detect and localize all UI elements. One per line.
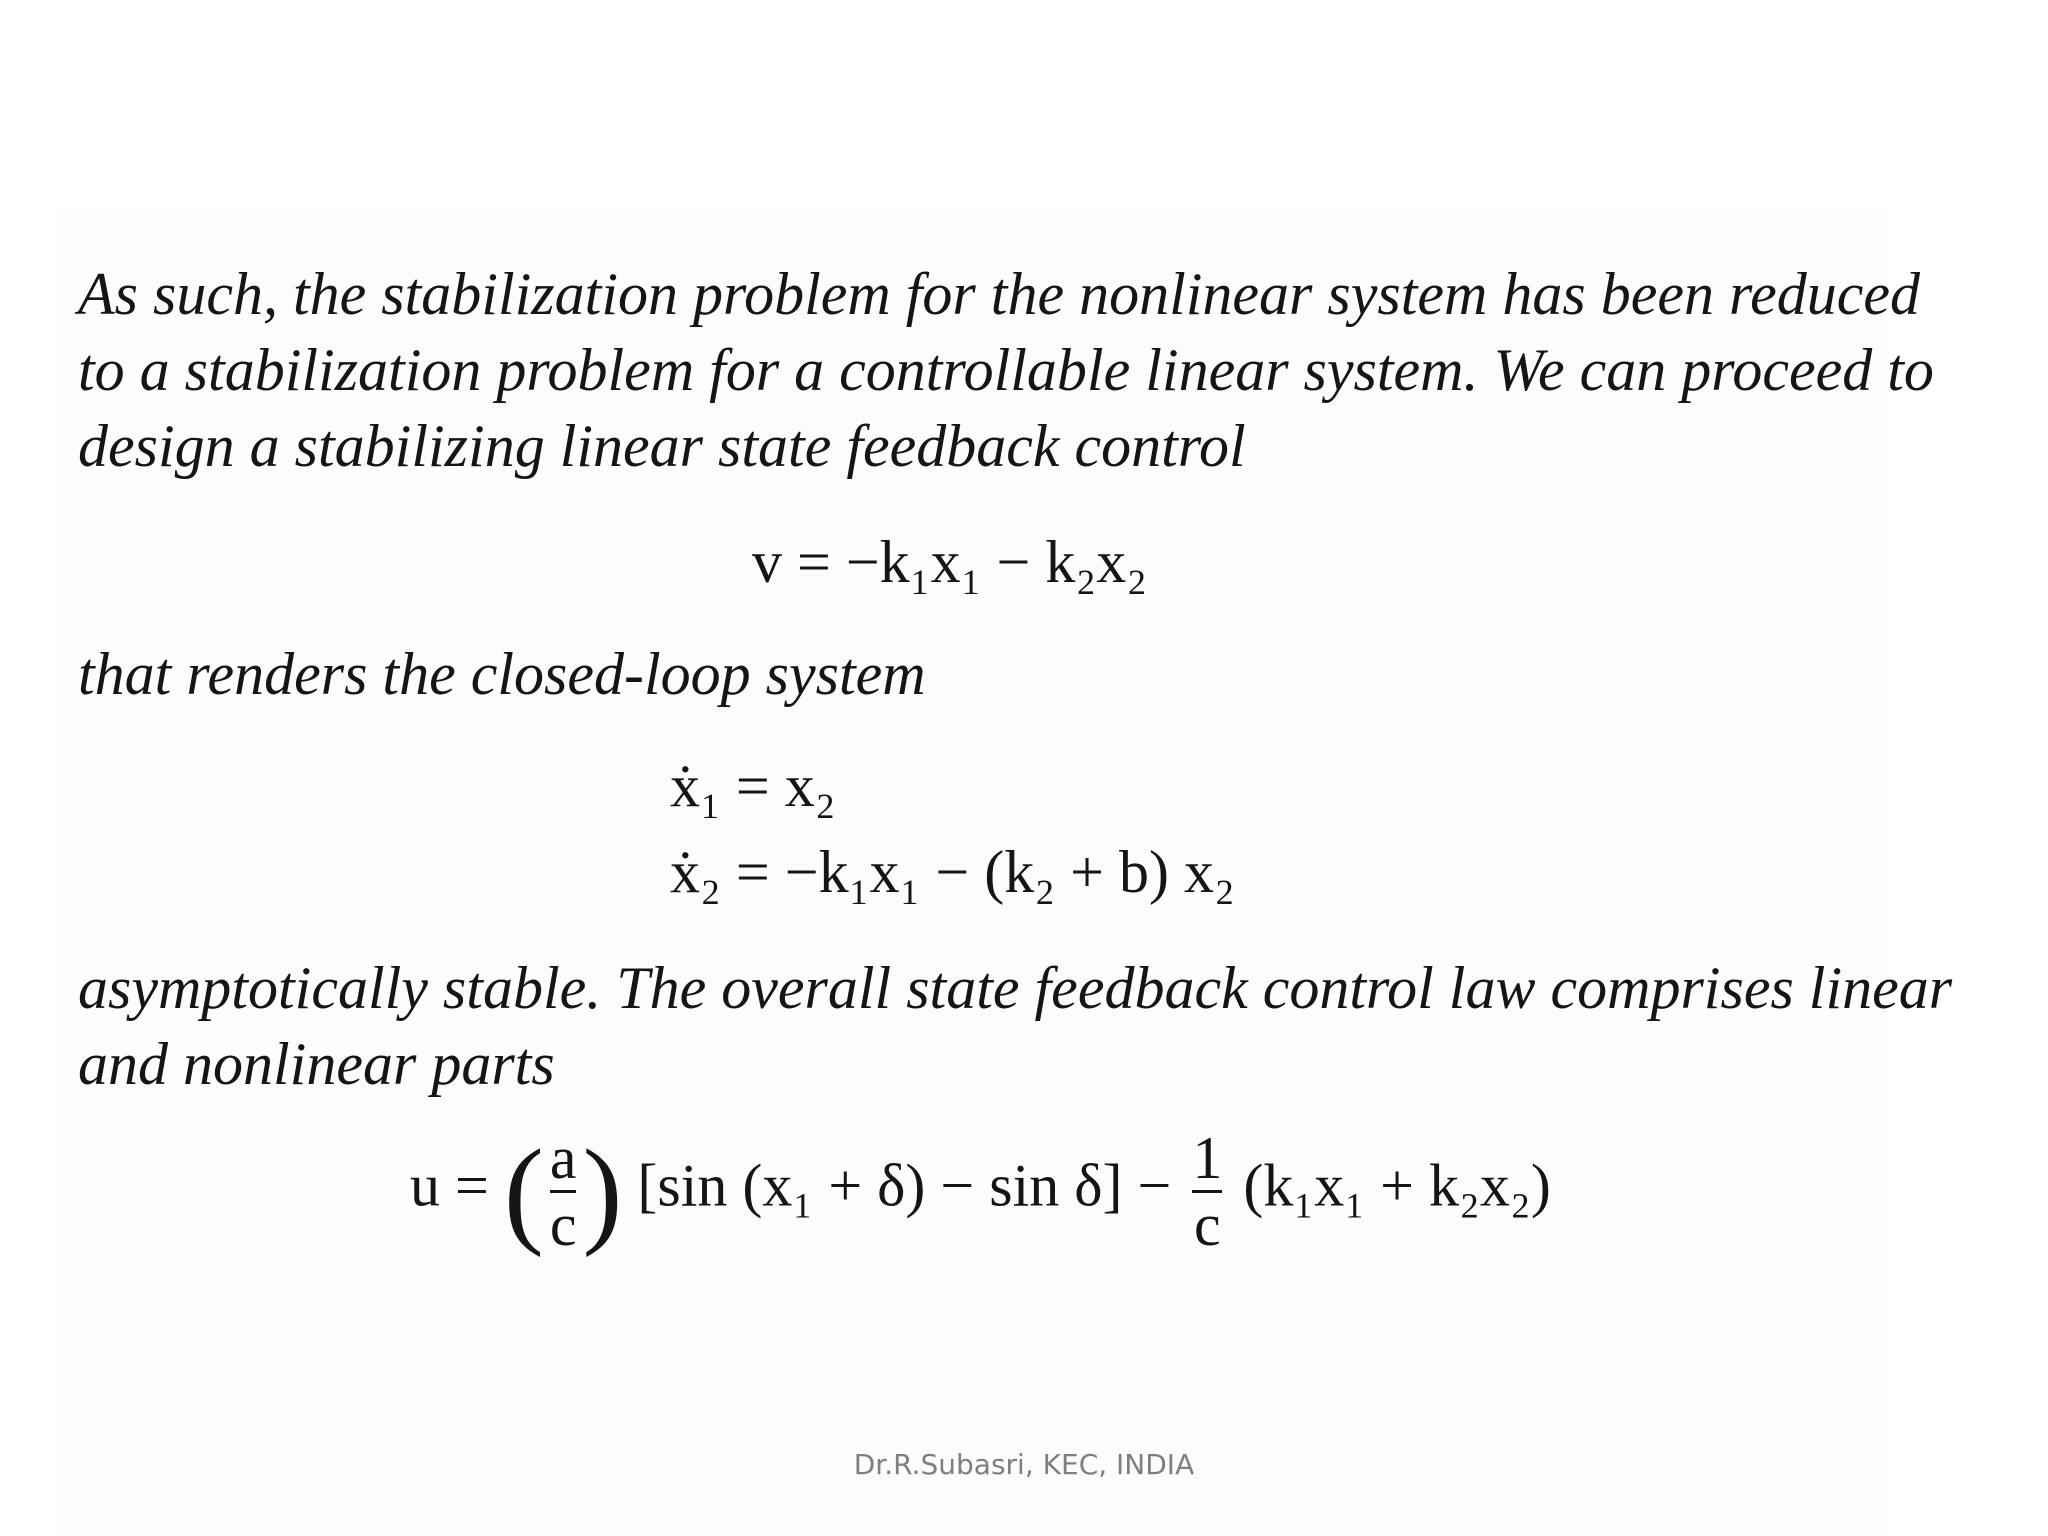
equation-control-v: v = −k₁x₁ − k₂x₂ (752, 529, 1148, 595)
paragraph-2 (78, 636, 1858, 712)
paragraph-3-line-1: asymptotically stable. The overall state feedback control law comprises linear (78, 955, 1953, 1021)
paragraph-3 (78, 950, 1953, 1026)
paragraph-3-end (78, 1026, 1858, 1102)
fraction-1-over-c (1192, 1125, 1223, 1258)
fraction-1-numerator: 1 (1192, 1125, 1223, 1191)
fraction-a-numerator: a (549, 1125, 577, 1191)
fraction-c-denominator: c (549, 1192, 577, 1258)
left-paren-glyph: ( (503, 1124, 544, 1258)
right-paren-glyph: ) (582, 1124, 623, 1258)
eq3-middle: [sin (x₁ + δ) − sin δ] − (637, 1152, 1172, 1219)
paragraph-1-line-3: design a stabilizing linear state feedback control (78, 413, 1246, 479)
fraction-c-denominator-2: c (1194, 1192, 1221, 1258)
paragraph-2-line-1: that renders the closed-loop system (78, 641, 926, 707)
equation-closed-loop-row-1: ẋ₁ = x₂ (670, 753, 836, 819)
paragraph-1 (78, 256, 1934, 408)
equation-closed-loop-row-2: ẋ₂ = −k₁x₁ − (k₂ + b) x₂ (670, 839, 1235, 905)
paragraph-1-line-1: As such, the stabilization problem for the nonlinear system has been reduced (78, 261, 1920, 327)
paragraph-3-line-2: and nonlinear parts (78, 1031, 555, 1097)
slide-footer: Dr.R.Subasri, KEC, INDIA (853, 1448, 1195, 1481)
eq3-lhs: u = (410, 1152, 489, 1219)
paragraph-1-end (78, 408, 1858, 484)
fraction-a-over-c (549, 1125, 577, 1258)
paragraph-1-line-2: to a stabilization problem for a controllable linear system. We can proceed to (78, 337, 1934, 403)
equation-control-law-u (410, 1124, 1551, 1258)
eq3-tail: (k₁x₁ + k₂x₂) (1243, 1152, 1551, 1219)
